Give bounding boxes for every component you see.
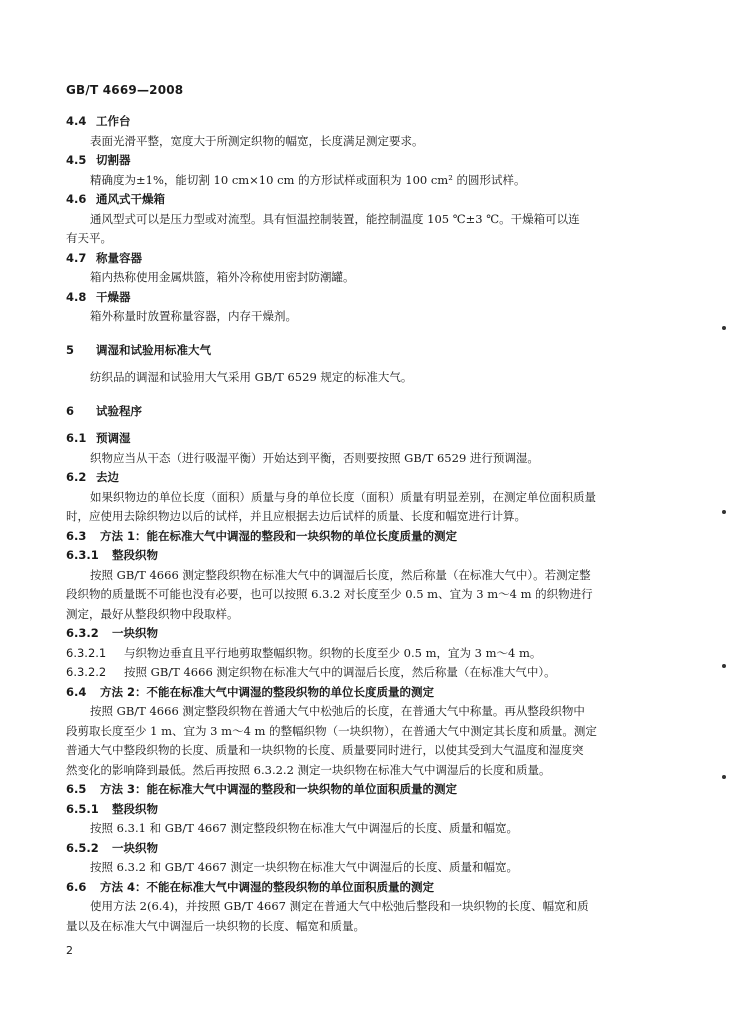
section-6-5-2-heading: 6.5.2 一块织物 [66, 840, 158, 855]
spacer [66, 421, 636, 429]
section-6-3-1-heading: 6.3.1 整段织物 [66, 548, 158, 562]
section-4-4-heading: 4.4 工作台 [66, 114, 131, 128]
spacer [66, 360, 636, 368]
section-6-4-body-line-1: 按照 GB/T 4666 测定整段织物在普通大气中松弛后的长度，在普通大气中称量。再从整段织物中 [90, 704, 585, 718]
section-6-5-heading: 6.5 方法 3：能在标准大气中调湿的整段和一块织物的单位面积质量的测定 [66, 782, 458, 796]
section-6-heading: 6 试验程序 [66, 403, 142, 418]
scan-mark [722, 510, 726, 514]
section-4-8-body: 箱外称量时放置称量容器，内存干燥剂。 [90, 309, 297, 323]
section-6-3-1-body-line-1: 按照 GB/T 4666 测定整段织物在标准大气中的调湿后长度，然后称量（在标准大气中）。若测定整 [90, 567, 591, 582]
spacer [66, 327, 636, 341]
section-4-7-body: 箱内热称使用金属烘篮，箱外冷称使用密封防潮罐。 [90, 270, 355, 284]
section-6-4-body-line-3: 普通大气中整段织物的长度、质量和一块织物的长度、质量要同时进行，以使其受到大气温度和湿度突 [66, 743, 584, 757]
section-4-6-body-line-2: 有天平。 [66, 231, 112, 245]
section-6-5-1-body: 按照 6.3.1 和 GB/T 4667 测定整段织物在标准大气中调湿后的长度、质量和幅宽。 [90, 821, 518, 835]
scan-mark [722, 326, 726, 330]
section-6-3-2-heading: 6.3.2 一块织物 [66, 626, 158, 640]
section-6-2-body-line-2: 时，应使用去除织物边以后的试样，并且应根据去边后试样的质量、长度和幅宽进行计算。 [66, 509, 526, 523]
spacer [66, 388, 636, 402]
section-4-6-body-line-1: 通风型式可以是压力型或对流型。具有恒温控制装置，能控制温度 105 ℃±3 ℃。干燥箱可以连 [90, 211, 580, 226]
section-6-4-body-line-4: 然变化的影响降到最低。然后再按照 6.3.2.2 测定一块织物在标准大气中调湿后的长度和质量。 [66, 762, 551, 777]
section-6-6-body-line-2: 量以及在标准大气中调湿后一块织物的长度、幅宽和质量。 [66, 918, 365, 933]
section-6-1-heading: 6.1 预调湿 [66, 431, 131, 445]
section-5-heading: 5 调湿和试验用标准大气 [66, 342, 211, 357]
document-body [66, 112, 636, 936]
section-4-8-heading: 4.8 干燥器 [66, 289, 131, 304]
section-6-4-heading: 6.4 方法 2：不能在标准大气中调湿的整段织物的单位长度质量的测定 [66, 684, 435, 699]
section-4-4-body: 表面光滑平整，宽度大于所测定织物的幅宽，长度满足测定要求。 [90, 133, 424, 148]
section-4-7-heading: 4.7 称量容器 [66, 250, 142, 265]
section-6-2-heading: 6.2 去边 [66, 470, 119, 484]
section-6-5-1-heading: 6.5.1 整段织物 [66, 801, 158, 816]
section-6-1-body: 织物应当从干态（进行吸湿平衡）开始达到平衡，否则要按照 GB/T 6529 进行预调湿。 [90, 450, 539, 465]
page-number: 2 [66, 944, 73, 957]
section-6-3-1-body-line-2: 段织物的质量既不可能也没有必要，也可以按照 6.3.2 对长度至少 0.5 m、宜为 3 m～4 m 的织物进行 [66, 587, 593, 601]
section-4-5-heading: 4.5 切割器 [66, 153, 131, 167]
section-6-4-body-line-2: 段剪取长度至少 1 m、宜为 3 m～4 m 的整幅织物（一块织物），在普通大气中测定其长度和质量。测定 [66, 723, 597, 738]
section-6-6-body-line-1: 使用方法 2(6.4)，并按照 GB/T 4667 测定在普通大气中松弛后整段和一块织物的长度、幅宽和质 [90, 899, 589, 913]
section-6-6-heading: 6.6 方法 4：不能在标准大气中调湿的整段织物的单位面积质量的测定 [66, 879, 435, 894]
section-6-5-2-body: 按照 6.3.2 和 GB/T 4667 测定一块织物在标准大气中调湿后的长度、质量和幅宽。 [90, 860, 518, 874]
scan-mark [722, 775, 726, 779]
section-4-5-body: 精确度为±1%，能切割 10 cm×10 cm 的方形试样或面积为 100 cm² 的圆形试样。 [90, 172, 526, 187]
scan-mark [722, 664, 726, 668]
section-6-3-heading: 6.3 方法 1：能在标准大气中调湿的整段和一块织物的单位长度质量的测定 [66, 528, 458, 543]
section-5-body: 纺织品的调湿和试验用大气采用 GB/T 6529 规定的标准大气。 [90, 370, 413, 384]
standard-code-header: GB/T 4669—2008 [66, 83, 184, 97]
section-6-2-body-line-1: 如果织物边的单位长度（面积）质量与身的单位长度（面积）质量有明显差别，在测定单位面积质量 [90, 489, 596, 504]
section-6-3-1-body-line-3: 测定，最好从整段织物中段取样。 [66, 606, 239, 621]
section-6-3-2-2-item: 6.3.2.2 按照 GB/T 4666 测定织物在标准大气中的调湿后长度，然后称量（在标准大气中）。 [66, 665, 556, 679]
section-4-6-heading: 4.6 通风式干燥箱 [66, 192, 165, 206]
section-6-3-2-1-item: 6.3.2.1 与织物边垂直且平行地剪取整幅织物。织物的长度至少 0.5 m，宜为 3 m～4 m。 [66, 645, 542, 660]
